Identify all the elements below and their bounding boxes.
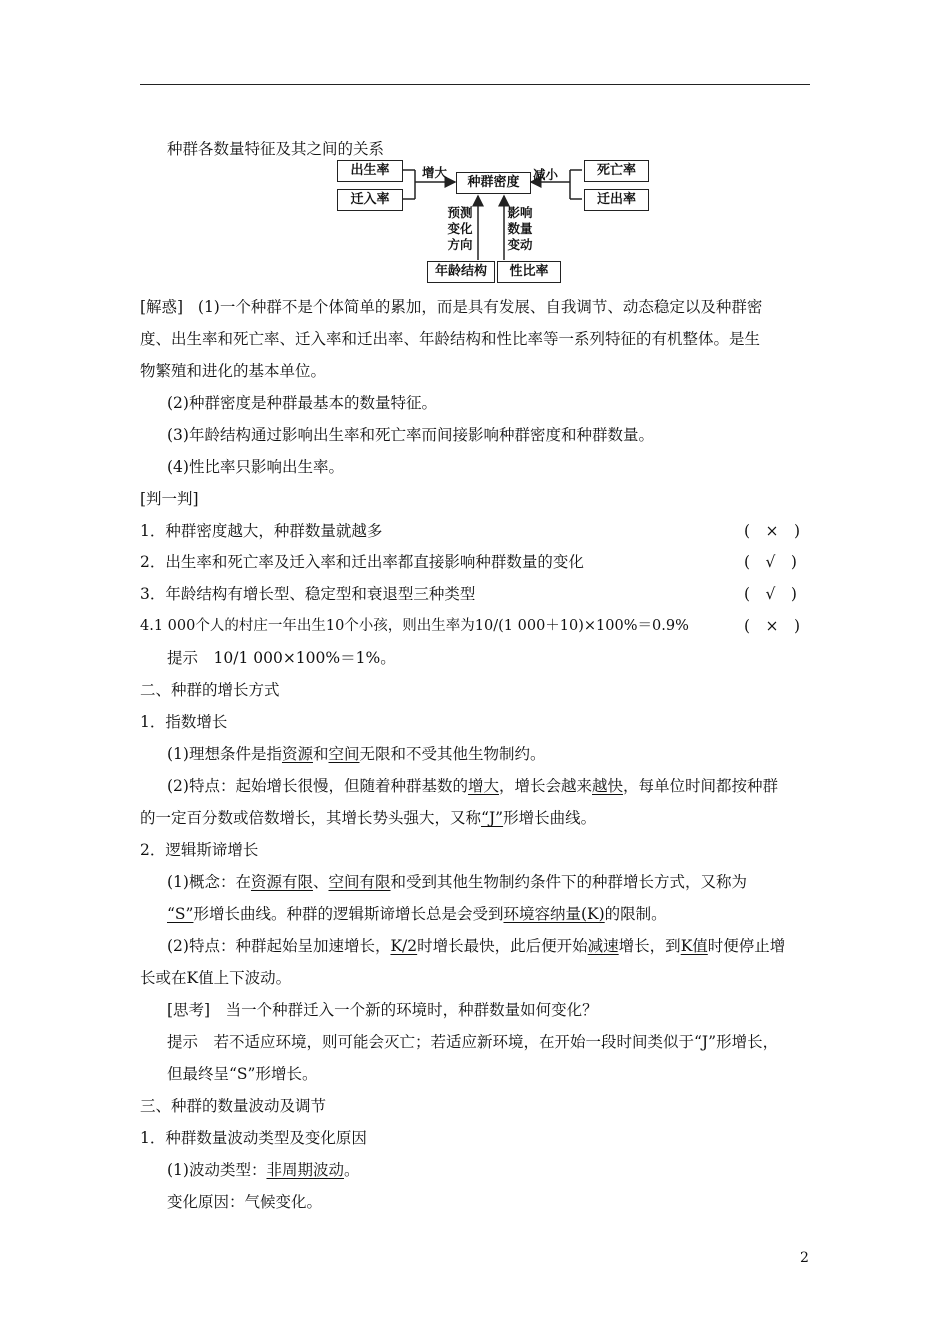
label-affect: 影响 数量 变动 [507, 205, 533, 252]
box-sex-ratio: 性比率 [497, 261, 561, 283]
box-population-density: 种群密度 [456, 172, 531, 194]
fluct-heading: 三、种群的数量波动及调节 [140, 1097, 327, 1115]
log-growth-p1: (1)概念：在资源有限、空间有限和受到其他生物制约条件下的种群增长方式，又称为 [167, 873, 748, 891]
judge-item-2-mark: ( √ ) [744, 553, 797, 571]
exp-growth-p2-cont: 的一定百分数或倍数增长，其增长势头强大，又称“J”形增长曲线。 [140, 809, 597, 827]
exp-growth-p2: (2)特点：起始增长很慢，但随着种群基数的增大，增长会越来越快，每单位时间都按种群 [167, 777, 779, 795]
explain-paragraph-4: (4)性比率只影响出生率。 [167, 458, 344, 476]
judge-tag: [判一判] [140, 490, 199, 508]
explain-paragraph-2: (2)种群密度是种群最基本的数量特征。 [167, 394, 437, 412]
explain-paragraph-3: (3)年龄结构通过影响出生率和死亡率而间接影响种群密度和种群数量。 [167, 426, 654, 444]
judge-hint: 提示 10/1 000×100%＝1%。 [167, 649, 396, 667]
explain-paragraph-1-cont: 度、出生率和死亡率、迁入率和迁出率、年龄结构和性比率等一系列特征的有机整体。是生 [140, 330, 761, 348]
label-increase: 增大 [422, 165, 448, 180]
judge-item-1: 1．种群密度越大，种群数量就越多 [140, 522, 383, 540]
exp-growth-title: 1．指数增长 [140, 713, 228, 731]
explain-tag: [解惑] [140, 298, 184, 316]
log-growth-p1-cont: “S”形增长曲线。种群的逻辑斯谛增长总是会受到环境容纳量(K)的限制。 [167, 905, 667, 923]
fluct-type-line: (1)波动类型：非周期波动。 [167, 1161, 360, 1179]
log-growth-title: 2．逻辑斯谛增长 [140, 841, 259, 859]
think-hint-cont: 但最终呈“S”形增长。 [167, 1065, 318, 1083]
fluct-title-1: 1．种群数量波动类型及变化原因 [140, 1129, 367, 1147]
box-death-rate: 死亡率 [584, 160, 649, 182]
think-question: [思考] 当一个种群迁入一个新的环境时，种群数量如何变化？ [167, 1001, 598, 1019]
label-predict: 预测 变化 方向 [447, 205, 473, 252]
explain-paragraph-1-end: 物繁殖和进化的基本单位。 [140, 362, 327, 380]
fluct-cause: 变化原因：气候变化。 [167, 1193, 323, 1211]
header-rule [140, 84, 810, 85]
box-emigration-rate: 迁出率 [584, 189, 649, 211]
box-birth-rate: 出生率 [337, 160, 403, 182]
judge-item-2: 2．出生率和死亡率及迁入率和迁出率都直接影响种群数量的变化 [140, 553, 584, 571]
page-number: 2 [800, 1250, 809, 1266]
judge-item-3: 3．年龄结构有增长型、稳定型和衰退型三种类型 [140, 585, 476, 603]
think-hint: 提示 若不适应环境，则可能会灭亡；若适应新环境，在开始一段时间类似于“J”形增长， [167, 1033, 779, 1051]
judge-item-1-mark: ( × ) [744, 522, 801, 540]
diagram-heading: 种群各数量特征及其之间的关系 [167, 140, 385, 158]
judge-item-4: 4.1 000个人的村庄一年出生10个小孩，则出生率为10/(1 000＋10)×100%＝0.9% [140, 618, 689, 634]
judge-item-4-mark: ( × ) [744, 617, 801, 635]
box-immigration-rate: 迁入率 [337, 189, 403, 211]
exp-growth-p1: (1)理想条件是指资源和空间无限和不受其他生物制约。 [167, 745, 546, 763]
label-decrease: 减小 [533, 167, 559, 182]
growth-heading: 二、种群的增长方式 [140, 681, 280, 699]
population-characteristics-diagram [335, 155, 650, 285]
log-growth-p2: (2)特点：种群起始呈加速增长，K/2时增长最快，此后便开始减速增长，到K值时便停止增 [167, 937, 786, 955]
log-growth-p2-cont: 长或在K值上下波动。 [140, 969, 292, 987]
explain-paragraph-1: [解惑] (1)一个种群不是个体简单的累加，而是具有发展、自我调节、动态稳定以及种群密 [140, 298, 763, 316]
box-age-structure: 年龄结构 [427, 261, 495, 283]
judge-item-3-mark: ( √ ) [744, 585, 797, 603]
